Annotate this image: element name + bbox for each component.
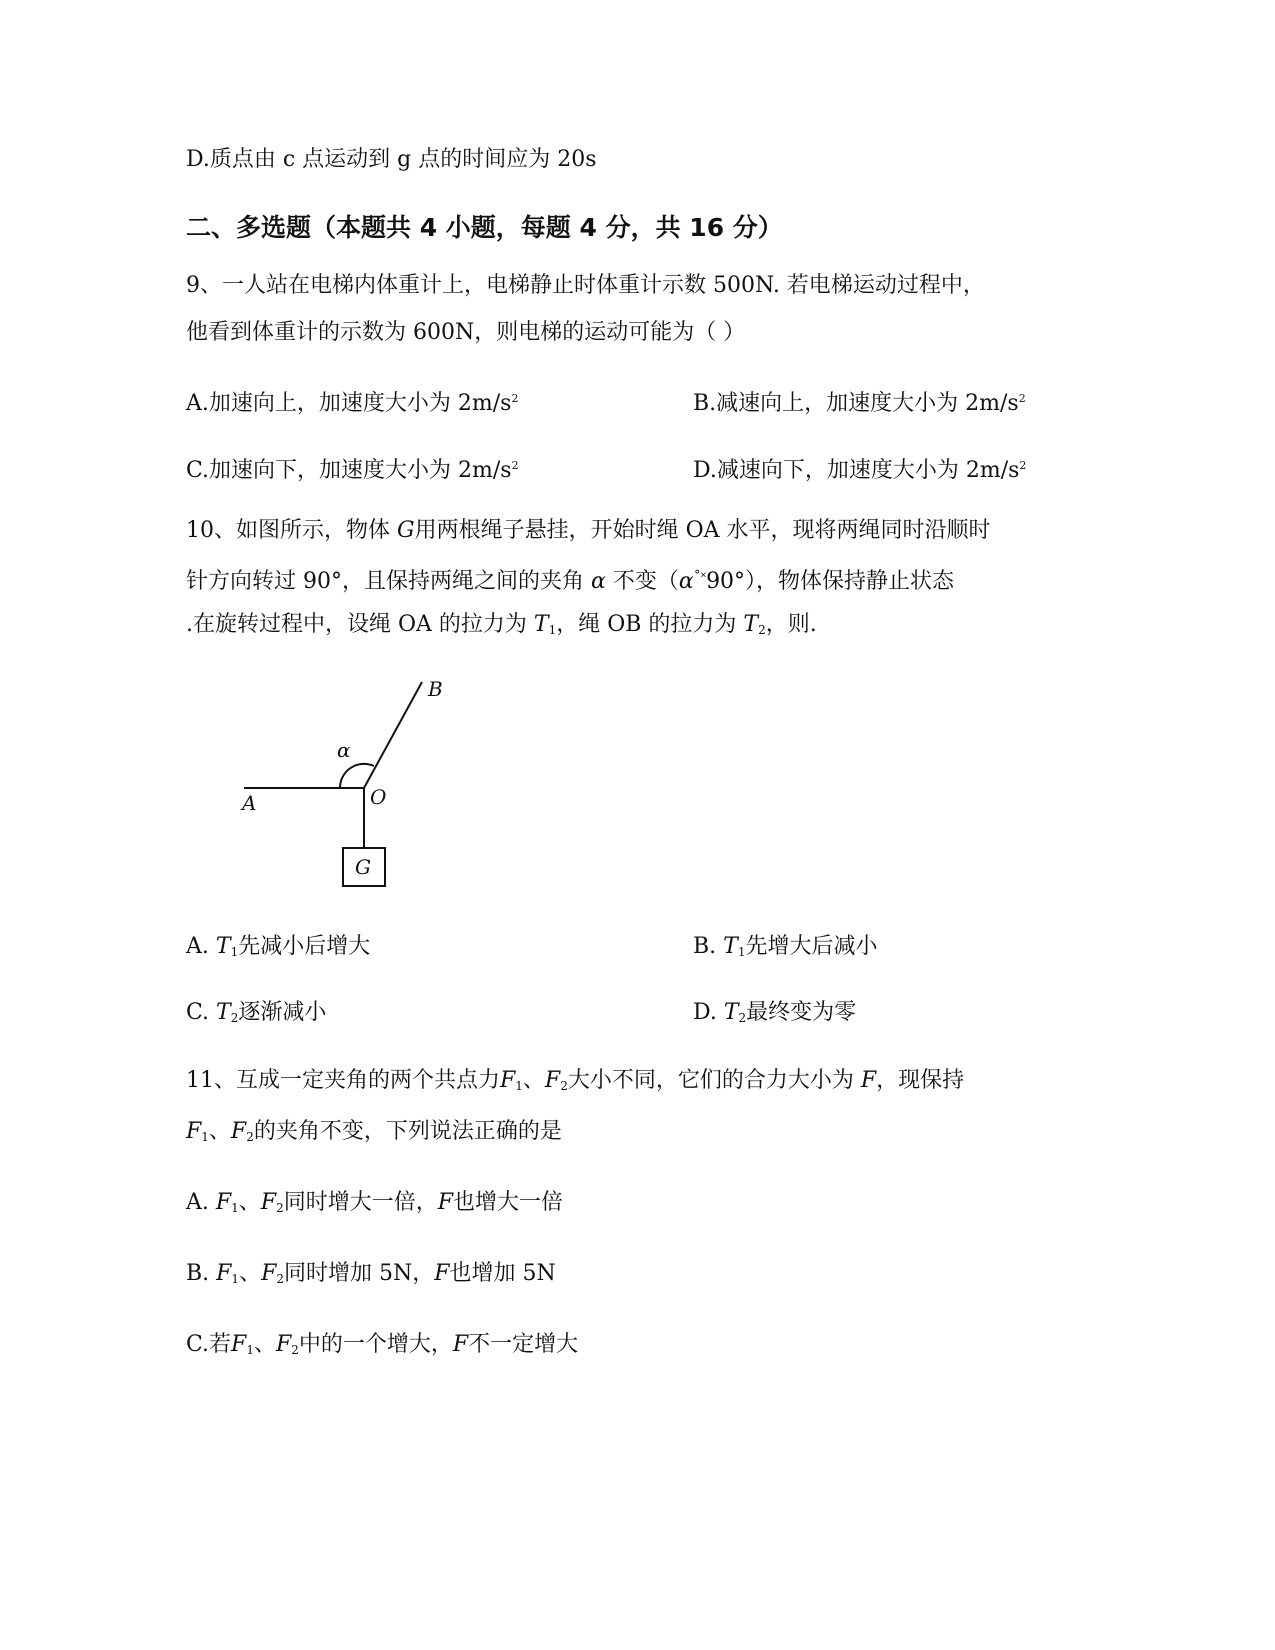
- q10-option-a: A. $T_1$先减小后增大: [186, 934, 371, 959]
- q11-option-b: B. $F_1$、$F_2$同时增加 5N，F也增加 5N: [186, 1261, 556, 1286]
- label-alpha: α: [337, 738, 351, 762]
- q9-stem-line2: 他看到体重计的示数为 600N，则电梯的运动可能为（ ）: [186, 320, 746, 345]
- q11-option-c: C.若$F_1$、$F_2$中的一个增大，F不一定增大: [186, 1332, 579, 1357]
- q10-option-c: C. $T_2$逐渐减小: [186, 1000, 327, 1025]
- q10-stem-line3: .在旋转过程中，设绳 OA 的拉力为 $T_1$，绳 OB 的拉力为 $T_2$，则.: [186, 612, 817, 637]
- q10-stem-line1: 10、如图所示，物体 G用两根绳子悬挂，开始时绳 OA 水平，现将两绳同时沿顺时: [186, 518, 991, 543]
- q9-option-b: B.减速向上，加速度大小为 $2m/s^2$: [693, 391, 1026, 416]
- label-g: G: [355, 855, 371, 879]
- q9-option-c: C.加速向下，加速度大小为 $2m/s^2$: [186, 458, 519, 483]
- q11-option-a: A. $F_1$、$F_2$同时增大一倍，F也增大一倍: [186, 1190, 563, 1215]
- q11-stem-line2: $F_1$、$F_2$的夹角不变，下列说法正确的是: [186, 1119, 562, 1144]
- q11-stem-line1: 11、互成一定夹角的两个共点力$F_1$、$F_2$大小不同，它们的合力大小为 F，现保持: [186, 1068, 965, 1093]
- q9-stem-line1: 9、一人站在电梯内体重计上，电梯静止时体重计示数 500N. 若电梯运动过程中，: [186, 273, 985, 298]
- angle-arc: [340, 764, 374, 788]
- q9-option-d: D.减速向下，加速度大小为 $2m/s^2$: [693, 458, 1027, 483]
- q10-option-b: B. $T_1$先增大后减小: [693, 934, 878, 959]
- label-b: B: [428, 677, 443, 701]
- q10-stem-line2: 针方向转过 90°，且保持两绳之间的夹角 α 不变（α˚˟90°），物体保持静止状态: [186, 569, 955, 594]
- section-heading: 二、多选题（本题共 4 小题，每题 4 分，共 16 分）: [186, 213, 783, 242]
- rope-diagram: [240, 677, 480, 940]
- label-a: A: [242, 791, 257, 815]
- rope-ob: [364, 682, 422, 788]
- previous-option-d: D.质点由 c 点运动到 g 点的时间应为 20s: [186, 147, 597, 172]
- q9-option-a: A.加速向上，加速度大小为 $2m/s^2$: [186, 391, 519, 416]
- q10-option-d: D. $T_2$最终变为零: [693, 1000, 857, 1025]
- label-o: O: [370, 785, 387, 809]
